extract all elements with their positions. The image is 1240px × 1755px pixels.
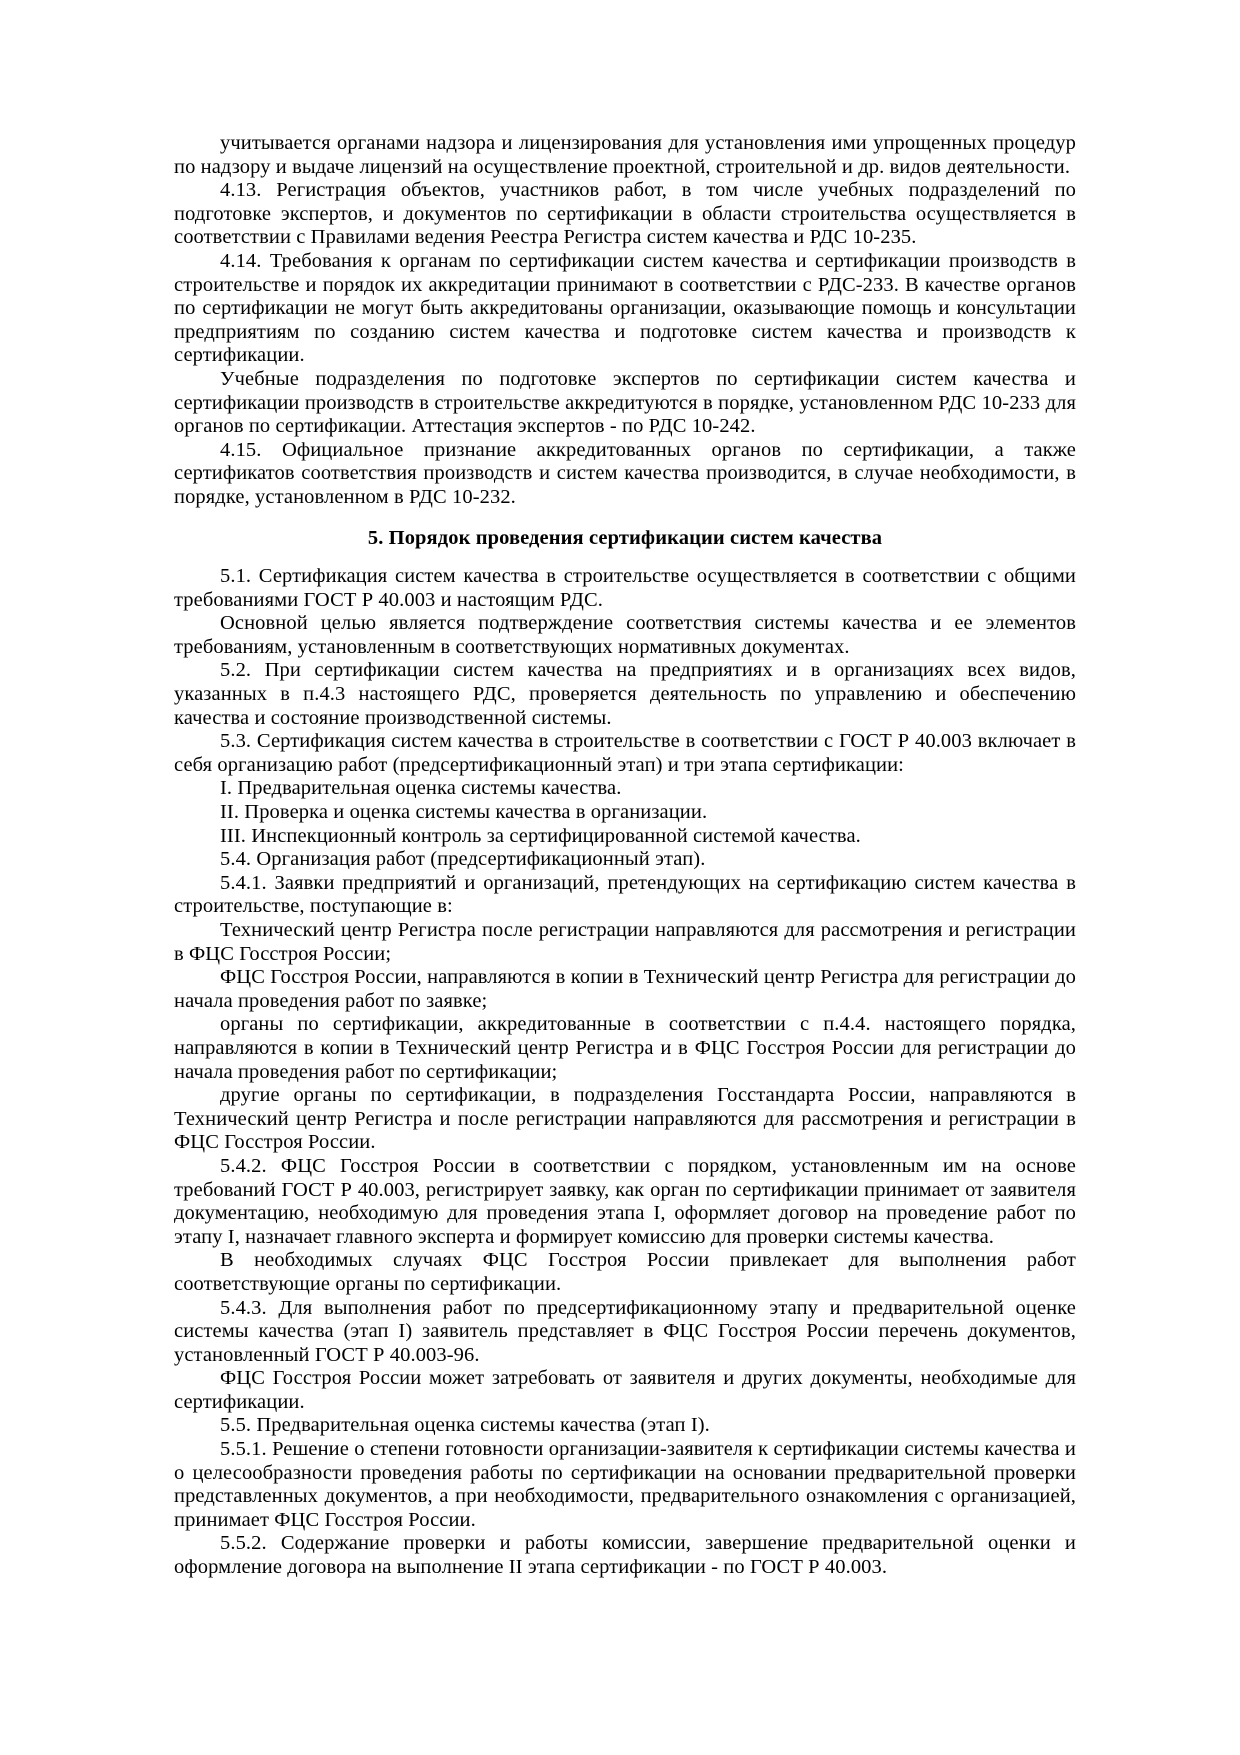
paragraph: В необходимых случаях ФЦС Госстроя России привлекает для выполнения работ соответствующие органы по сертификации. — [174, 1249, 1076, 1295]
paragraph: другие органы по сертификации, в подразделения Госстандарта России, направляются в Технический центр Регистра и после регистрации направляются для рассмотрения и регистрации в ФЦС Госстроя России. — [174, 1084, 1076, 1154]
paragraph: 5.4. Организация работ (предсертификационный этап). — [220, 848, 706, 871]
paragraph: Основной целью является подтверждение соответствия системы качества и ее элементов требованиям, установленным в соответствующих нормативных документах. — [174, 612, 1076, 658]
paragraph: 5.4.1. Заявки предприятий и организаций, претендующих на сертификацию систем качества в строительстве, поступающие в: — [174, 871, 1076, 918]
paragraph: III. Инспекционный контроль за сертифицированной системой качества. — [220, 824, 861, 847]
paragraph: ФЦС Госстроя России, направляются в копии в Технический центр Регистра для регистрации до начала проведения работ по заявке; — [174, 966, 1076, 1012]
paragraph: 4.15. Официальное признание аккредитованных органов по сертификации, а также сертификатов соответствия производств и систем качества производится, в случае необходимости, в порядке, установленном в РДС 10-232. — [174, 438, 1076, 508]
paragraph: 5.5.1. Решение о степени готовности организации-заявителя к сертификации системы качества и о целесообразности проведения работы по сертификации на основании предварительной проверки представленных документов, а при необходимости, предварительного ознакомления с организацией, принимает ФЦС Госстроя России. — [174, 1438, 1076, 1531]
section-heading: 5. Порядок проведения сертификации систем качества — [367, 526, 883, 549]
paragraph: II. Проверка и оценка системы качества в организации. — [220, 801, 708, 824]
document-page — [174, 132, 1076, 1580]
paragraph: 5.4.3. Для выполнения работ по предсертификационному этапу и предварительной оценке системы качества (этап I) заявитель представляет в ФЦС Госстроя России перечень документов, установленный ГОСТ Р 40.003-96. — [174, 1296, 1076, 1366]
paragraph: 4.13. Регистрация объектов, участников работ, в том числе учебных подразделений по подготовке экспертов, и документов по сертификации в области строительства осуществляется в соответствии с Правилами ведения Реестра Регистра систем качества и РДС 10-235. — [174, 179, 1076, 249]
paragraph: органы по сертификации, аккредитованные в соответствии с п.4.4. настоящего порядка, направляются в копии в Технический центр Регистра и в ФЦС Госстроя России для регистрации до начала проведения работ по сертификации; — [174, 1013, 1076, 1083]
paragraph: 5.5.2. Содержание проверки и работы комиссии, завершение предварительной оценки и оформление договора на выполнение II этапа сертификации - по ГОСТ Р 40.003. — [174, 1532, 1076, 1579]
paragraph: Учебные подразделения по подготовке экспертов по сертификации систем качества и сертификации производств в строительстве аккредитуются в порядке, установленном РДС 10-233 для органов по сертификации. Аттестация экспертов - по РДС 10-242. — [174, 367, 1076, 438]
paragraph: I. Предварительная оценка системы качества. — [220, 777, 622, 800]
paragraph: 5.5. Предварительная оценка системы качества (этап I). — [220, 1414, 710, 1437]
paragraph: 4.14. Требования к органам по сертификации систем качества и сертификации производств в строительстве и порядок их аккредитации принимают в соответствии с РДС-233. В качестве органов по сертификации не могут быть аккредитованы организации, оказывающие помощь и консультации предприятиям по созданию систем качества и подготовке систем качества и производств к сертификации. — [174, 249, 1076, 367]
paragraph: 5.4.2. ФЦС Госстроя России в соответствии с порядком, установленным им на основе требований ГОСТ Р 40.003, регистрирует заявку, как орган по сертификации принимает от заявителя документацию, необходимую для проведения этапа I, оформляет договор на проведение работ по этапу I, назначает главного эксперта и формирует комиссию для проверки системы качества. — [174, 1154, 1076, 1248]
paragraph: учитывается органами надзора и лицензирования для установления ими упрощенных процедур по надзору и выдаче лицензий на осуществление проектной, строительной и др. видов деятельности. — [174, 132, 1076, 178]
paragraph: 5.2. При сертификации систем качества на предприятиях и в организациях всех видов, указанных в п.4.3 настоящего РДС, проверяется деятельность по управлению и обеспечению качества и состояние производственной системы. — [174, 659, 1076, 729]
paragraph: Технический центр Регистра после регистрации направляются для рассмотрения и регистрации в ФЦС Госстроя России; — [174, 919, 1076, 965]
paragraph: 5.3. Сертификация систем качества в строительстве в соответствии с ГОСТ Р 40.003 включает в себя организацию работ (предсертификационный этап) и три этапа сертификации: — [174, 730, 1076, 776]
paragraph: ФЦС Госстроя России может затребовать от заявителя и других документы, необходимые для сертификации. — [174, 1367, 1076, 1413]
paragraph: 5.1. Сертификация систем качества в строительстве осуществляется в соответствии с общими требованиями ГОСТ Р 40.003 и настоящим РДС. — [174, 565, 1076, 611]
